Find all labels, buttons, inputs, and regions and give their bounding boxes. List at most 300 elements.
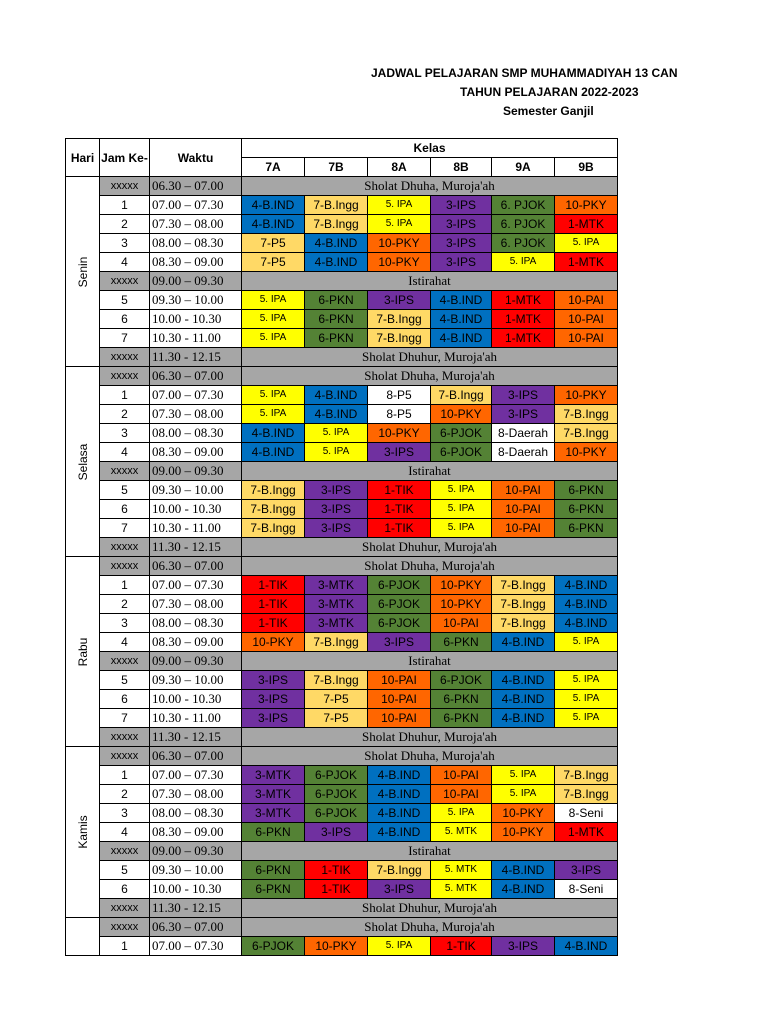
subject-cell: 3-IPS: [368, 291, 431, 310]
subject-cell: 4-B.IND: [368, 804, 431, 823]
subject-cell: 4-B.IND: [492, 671, 555, 690]
time-range: 10.30 - 11.00: [150, 329, 242, 348]
subject-cell: 3-MTK: [305, 576, 368, 595]
subject-cell: 6-PJOK: [305, 766, 368, 785]
subject-cell: 10-PKY: [555, 386, 618, 405]
subject-cell: 3-MTK: [242, 766, 305, 785]
subject-cell: 4-B.IND: [368, 766, 431, 785]
document-title: JADWAL PELAJARAN SMP MUHAMMADIYAH 13 CAN: [371, 66, 678, 80]
subject-cell: 7-B.Ingg: [431, 386, 492, 405]
subject-cell: 6-PJOK: [431, 671, 492, 690]
subject-cell: 8-P5: [368, 405, 431, 424]
subject-cell: 3-IPS: [368, 880, 431, 899]
lesson-row: [66, 310, 618, 329]
subject-cell: 7-B.Ingg: [492, 576, 555, 595]
subject-cell: 6-PJOK: [368, 576, 431, 595]
subject-cell: 1-MTK: [492, 291, 555, 310]
subject-cell: 5. IPA: [492, 253, 555, 272]
subject-cell: 4-B.IND: [555, 595, 618, 614]
lesson-row: [66, 785, 618, 804]
subject-cell: 4-B.IND: [555, 614, 618, 633]
time-range: 09.30 – 10.00: [150, 671, 242, 690]
subject-cell: 7-B.Ingg: [242, 519, 305, 538]
time-range: 09.30 – 10.00: [150, 291, 242, 310]
day-label: Kamis: [75, 815, 90, 849]
header-waktu: Waktu: [150, 139, 242, 177]
day-label: Selasa: [75, 443, 90, 480]
subject-cell: 3-MTK: [305, 595, 368, 614]
period-number: xxxxx: [100, 538, 150, 557]
subject-cell: 10-PAI: [492, 481, 555, 500]
time-range: 07.00 – 07.30: [150, 386, 242, 405]
subject-cell: 6-PKN: [242, 861, 305, 880]
subject-cell: 10-PKY: [368, 253, 431, 272]
subject-cell: 5. IPA: [242, 386, 305, 405]
time-range: 08.00 – 08.30: [150, 804, 242, 823]
time-range: 07.30 – 08.00: [150, 215, 242, 234]
header-kelas: Kelas: [242, 139, 618, 158]
subject-cell: 7-B.Ingg: [555, 785, 618, 804]
lesson-row: [66, 500, 618, 519]
subject-cell: 10-PKY: [242, 633, 305, 652]
subject-cell: 5. IPA: [555, 234, 618, 253]
period-number: 5: [100, 861, 150, 880]
period-number: 3: [100, 424, 150, 443]
subject-cell: 1-TIK: [242, 614, 305, 633]
lesson-row: [66, 215, 618, 234]
time-range: 08.00 – 08.30: [150, 424, 242, 443]
break-row: [66, 747, 618, 766]
lesson-row: [66, 690, 618, 709]
subject-cell: 10-PKY: [431, 405, 492, 424]
subject-cell: 4-B.IND: [492, 880, 555, 899]
subject-cell: 4-B.IND: [492, 709, 555, 728]
subject-cell: 5. MTK: [431, 880, 492, 899]
subject-cell: 5. IPA: [492, 785, 555, 804]
subject-cell: 6-PKN: [431, 633, 492, 652]
subject-cell: 4-B.IND: [555, 937, 618, 956]
subject-cell: 4-B.IND: [242, 443, 305, 462]
lesson-row: [66, 481, 618, 500]
time-range: 07.00 – 07.30: [150, 576, 242, 595]
subject-cell: 4-B.IND: [305, 405, 368, 424]
time-range: 10.00 - 10.30: [150, 500, 242, 519]
semester-label: Semester Ganjil: [503, 104, 594, 118]
subject-cell: 5. IPA: [242, 329, 305, 348]
subject-cell: 5. IPA: [431, 481, 492, 500]
subject-cell: 10-PKY: [492, 823, 555, 842]
subject-cell: 10-PKY: [492, 804, 555, 823]
day-cell: [66, 557, 100, 747]
subject-cell: 6-PKN: [305, 291, 368, 310]
time-range: 10.30 - 11.00: [150, 709, 242, 728]
header-class-7b: 7B: [305, 158, 368, 177]
period-number: 1: [100, 766, 150, 785]
subject-cell: 10-PKY: [555, 196, 618, 215]
activity-cell: Sholat Dhuha, Muroja'ah: [242, 557, 618, 576]
activity-cell: Sholat Dhuha, Muroja'ah: [242, 747, 618, 766]
time-range: 09.30 – 10.00: [150, 861, 242, 880]
lesson-row: [66, 291, 618, 310]
subject-cell: 5. MTK: [431, 823, 492, 842]
period-number: 5: [100, 671, 150, 690]
lesson-row: [66, 937, 618, 956]
subject-cell: 6. PJOK: [492, 196, 555, 215]
subject-cell: 5. IPA: [555, 690, 618, 709]
subject-cell: 5. IPA: [368, 196, 431, 215]
subject-cell: 10-PAI: [555, 291, 618, 310]
day-label: Rabu: [75, 637, 90, 666]
time-range: 07.30 – 08.00: [150, 785, 242, 804]
period-number: xxxxx: [100, 272, 150, 291]
subject-cell: 3-IPS: [492, 405, 555, 424]
break-row: [66, 557, 618, 576]
subject-cell: 10-PAI: [368, 671, 431, 690]
subject-cell: 4-B.IND: [431, 329, 492, 348]
subject-cell: 1-MTK: [555, 823, 618, 842]
break-row: [66, 918, 618, 937]
break-row: [66, 842, 618, 861]
activity-cell: Sholat Dhuhur, Muroja'ah: [242, 348, 618, 367]
subject-cell: 4-B.IND: [431, 291, 492, 310]
subject-cell: 4-B.IND: [242, 424, 305, 443]
time-range: 08.30 – 09.00: [150, 823, 242, 842]
period-number: 1: [100, 937, 150, 956]
period-number: xxxxx: [100, 367, 150, 386]
time-range: 10.00 - 10.30: [150, 880, 242, 899]
activity-cell: Sholat Dhuhur, Muroja'ah: [242, 899, 618, 918]
subject-cell: 6-PJOK: [431, 424, 492, 443]
subject-cell: 10-PKY: [305, 937, 368, 956]
period-number: 6: [100, 690, 150, 709]
subject-cell: 3-IPS: [305, 519, 368, 538]
time-range: 09.00 – 09.30: [150, 652, 242, 671]
subject-cell: 3-IPS: [492, 937, 555, 956]
activity-cell: Sholat Dhuha, Muroja'ah: [242, 918, 618, 937]
subject-cell: 5. IPA: [305, 443, 368, 462]
lesson-row: [66, 196, 618, 215]
subject-cell: 4-B.IND: [368, 823, 431, 842]
lesson-row: [66, 614, 618, 633]
time-range: 09.00 – 09.30: [150, 272, 242, 291]
period-number: 7: [100, 709, 150, 728]
day-cell: [66, 918, 100, 956]
subject-cell: 6. PJOK: [492, 234, 555, 253]
time-range: 11.30 - 12.15: [150, 728, 242, 747]
subject-cell: 3-IPS: [242, 690, 305, 709]
time-range: 07.30 – 08.00: [150, 595, 242, 614]
subject-cell: 3-IPS: [492, 386, 555, 405]
subject-cell: 10-PAI: [555, 310, 618, 329]
lesson-row: [66, 861, 618, 880]
subject-cell: 10-PAI: [431, 785, 492, 804]
break-row: [66, 462, 618, 481]
subject-cell: 4-B.IND: [242, 196, 305, 215]
subject-cell: 10-PAI: [368, 709, 431, 728]
subject-cell: 10-PKY: [555, 443, 618, 462]
break-row: [66, 367, 618, 386]
subject-cell: 6-PKN: [242, 823, 305, 842]
subject-cell: 7-B.Ingg: [555, 766, 618, 785]
subject-cell: 10-PAI: [492, 500, 555, 519]
lesson-row: [66, 823, 618, 842]
subject-cell: 8-Daerah: [492, 424, 555, 443]
time-range: 08.30 – 09.00: [150, 253, 242, 272]
subject-cell: 1-TIK: [368, 500, 431, 519]
lesson-row: [66, 405, 618, 424]
period-number: 7: [100, 329, 150, 348]
subject-cell: 7-B.Ingg: [305, 671, 368, 690]
period-number: xxxxx: [100, 842, 150, 861]
time-range: 09.00 – 09.30: [150, 842, 242, 861]
subject-cell: 7-B.Ingg: [555, 424, 618, 443]
time-range: 06.30 – 07.00: [150, 557, 242, 576]
subject-cell: 10-PAI: [492, 519, 555, 538]
subject-cell: 5. IPA: [368, 937, 431, 956]
header-hari: Hari: [66, 139, 100, 177]
time-range: 07.00 – 07.30: [150, 937, 242, 956]
subject-cell: 7-B.Ingg: [368, 310, 431, 329]
activity-cell: Sholat Dhuha, Muroja'ah: [242, 367, 618, 386]
period-number: xxxxx: [100, 462, 150, 481]
subject-cell: 7-B.Ingg: [242, 500, 305, 519]
period-number: xxxxx: [100, 177, 150, 196]
period-number: 2: [100, 595, 150, 614]
header-class-7a: 7A: [242, 158, 305, 177]
time-range: 06.30 – 07.00: [150, 918, 242, 937]
period-number: xxxxx: [100, 557, 150, 576]
time-range: 09.30 – 10.00: [150, 481, 242, 500]
subject-cell: 7-B.Ingg: [492, 614, 555, 633]
lesson-row: [66, 671, 618, 690]
time-range: 10.00 - 10.30: [150, 310, 242, 329]
time-range: 10.30 - 11.00: [150, 519, 242, 538]
subject-cell: 4-B.IND: [492, 633, 555, 652]
subject-cell: 3-IPS: [305, 481, 368, 500]
subject-cell: 4-B.IND: [242, 215, 305, 234]
subject-cell: 10-PKY: [431, 595, 492, 614]
subject-cell: 7-B.Ingg: [305, 215, 368, 234]
time-range: 06.30 – 07.00: [150, 367, 242, 386]
subject-cell: 7-B.Ingg: [492, 595, 555, 614]
period-number: xxxxx: [100, 652, 150, 671]
time-range: 08.30 – 09.00: [150, 443, 242, 462]
period-number: 6: [100, 310, 150, 329]
period-number: 4: [100, 633, 150, 652]
lesson-row: [66, 633, 618, 652]
subject-cell: 7-P5: [305, 690, 368, 709]
period-number: xxxxx: [100, 747, 150, 766]
subject-cell: 8-Seni: [555, 880, 618, 899]
period-number: 4: [100, 253, 150, 272]
subject-cell: 4-B.IND: [368, 785, 431, 804]
period-number: xxxxx: [100, 918, 150, 937]
subject-cell: 7-B.Ingg: [305, 633, 368, 652]
subject-cell: 6-PKN: [555, 481, 618, 500]
subject-cell: 4-B.IND: [305, 253, 368, 272]
subject-cell: 3-MTK: [242, 804, 305, 823]
subject-cell: 5. IPA: [555, 671, 618, 690]
subject-cell: 5. IPA: [431, 519, 492, 538]
header-class-8a: 8A: [368, 158, 431, 177]
subject-cell: 1-TIK: [305, 880, 368, 899]
time-range: 07.00 – 07.30: [150, 196, 242, 215]
break-row: [66, 728, 618, 747]
day-label: Senin: [75, 256, 90, 287]
subject-cell: 3-IPS: [368, 443, 431, 462]
lesson-row: [66, 386, 618, 405]
subject-cell: 1-MTK: [555, 253, 618, 272]
time-range: 08.00 – 08.30: [150, 614, 242, 633]
activity-cell: Sholat Dhuhur, Muroja'ah: [242, 538, 618, 557]
subject-cell: 1-MTK: [492, 310, 555, 329]
lesson-row: [66, 804, 618, 823]
header-class-9b: 9B: [555, 158, 618, 177]
break-row: [66, 652, 618, 671]
subject-cell: 7-B.Ingg: [368, 329, 431, 348]
subject-cell: 1-MTK: [555, 215, 618, 234]
subject-cell: 10-PAI: [431, 614, 492, 633]
activity-cell: Sholat Dhuha, Muroja'ah: [242, 177, 618, 196]
subject-cell: 7-P5: [305, 709, 368, 728]
subject-cell: 5. IPA: [305, 424, 368, 443]
period-number: xxxxx: [100, 348, 150, 367]
subject-cell: 4-B.IND: [555, 576, 618, 595]
subject-cell: 6-PKN: [431, 690, 492, 709]
subject-cell: 1-TIK: [368, 519, 431, 538]
day-cell: [66, 747, 100, 918]
subject-cell: 7-B.Ingg: [555, 405, 618, 424]
subject-cell: 6-PKN: [305, 310, 368, 329]
period-number: 7: [100, 519, 150, 538]
subject-cell: 4-B.IND: [305, 386, 368, 405]
lesson-row: [66, 253, 618, 272]
subject-cell: 10-PAI: [431, 766, 492, 785]
period-number: xxxxx: [100, 899, 150, 918]
academic-year: TAHUN PELAJARAN 2022-2023: [460, 85, 639, 99]
subject-cell: 1-TIK: [431, 937, 492, 956]
lesson-row: [66, 424, 618, 443]
subject-cell: 6-PJOK: [368, 595, 431, 614]
subject-cell: 3-IPS: [431, 234, 492, 253]
activity-cell: Istirahat: [242, 842, 618, 861]
period-number: 3: [100, 234, 150, 253]
header-jam: Jam Ke-: [100, 139, 150, 177]
subject-cell: 3-IPS: [431, 253, 492, 272]
subject-cell: 6-PJOK: [305, 804, 368, 823]
subject-cell: 8-P5: [368, 386, 431, 405]
lesson-row: [66, 329, 618, 348]
subject-cell: 4-B.IND: [431, 310, 492, 329]
subject-cell: 5. IPA: [242, 405, 305, 424]
period-number: 4: [100, 443, 150, 462]
activity-cell: Istirahat: [242, 272, 618, 291]
subject-cell: 4-B.IND: [492, 861, 555, 880]
period-number: 4: [100, 823, 150, 842]
time-range: 07.30 – 08.00: [150, 405, 242, 424]
time-range: 09.00 – 09.30: [150, 462, 242, 481]
period-number: 2: [100, 405, 150, 424]
subject-cell: 10-PAI: [368, 690, 431, 709]
break-row: [66, 348, 618, 367]
time-range: 11.30 - 12.15: [150, 538, 242, 557]
subject-cell: 7-P5: [242, 253, 305, 272]
lesson-row: [66, 234, 618, 253]
lesson-row: [66, 519, 618, 538]
period-number: 5: [100, 481, 150, 500]
period-number: xxxxx: [100, 728, 150, 747]
subject-cell: 3-IPS: [242, 671, 305, 690]
lesson-row: [66, 766, 618, 785]
subject-cell: 1-TIK: [242, 576, 305, 595]
subject-cell: 3-IPS: [242, 709, 305, 728]
period-number: 1: [100, 386, 150, 405]
time-range: 10.00 - 10.30: [150, 690, 242, 709]
subject-cell: 7-P5: [242, 234, 305, 253]
lesson-row: [66, 709, 618, 728]
subject-cell: 5. IPA: [555, 633, 618, 652]
subject-cell: 3-IPS: [555, 861, 618, 880]
subject-cell: 3-IPS: [431, 215, 492, 234]
subject-cell: 6-PKN: [431, 709, 492, 728]
schedule-table: [65, 138, 618, 956]
subject-cell: 7-B.Ingg: [242, 481, 305, 500]
lesson-row: [66, 880, 618, 899]
time-range: 06.30 – 07.00: [150, 177, 242, 196]
subject-cell: 6-PJOK: [368, 614, 431, 633]
subject-cell: 6-PKN: [305, 329, 368, 348]
subject-cell: 5. IPA: [431, 500, 492, 519]
subject-cell: 6-PJOK: [242, 937, 305, 956]
period-number: 1: [100, 196, 150, 215]
subject-cell: 7-B.Ingg: [305, 196, 368, 215]
subject-cell: 1-TIK: [242, 595, 305, 614]
subject-cell: 10-PKY: [368, 424, 431, 443]
break-row: [66, 272, 618, 291]
subject-cell: 1-MTK: [492, 329, 555, 348]
activity-cell: Sholat Dhuhur, Muroja'ah: [242, 728, 618, 747]
subject-cell: 4-B.IND: [492, 690, 555, 709]
subject-cell: 3-IPS: [431, 196, 492, 215]
break-row: [66, 899, 618, 918]
subject-cell: 3-MTK: [242, 785, 305, 804]
subject-cell: 6-PKN: [242, 880, 305, 899]
period-number: 2: [100, 785, 150, 804]
subject-cell: 5. IPA: [431, 804, 492, 823]
time-range: 11.30 - 12.15: [150, 899, 242, 918]
subject-cell: 6-PJOK: [431, 443, 492, 462]
subject-cell: 10-PAI: [555, 329, 618, 348]
break-row: [66, 538, 618, 557]
activity-cell: Istirahat: [242, 462, 618, 481]
subject-cell: 3-IPS: [305, 500, 368, 519]
period-number: 2: [100, 215, 150, 234]
lesson-row: [66, 443, 618, 462]
subject-cell: 10-PKY: [368, 234, 431, 253]
activity-cell: Istirahat: [242, 652, 618, 671]
subject-cell: 3-IPS: [305, 823, 368, 842]
subject-cell: 8-Seni: [555, 804, 618, 823]
subject-cell: 8-Daerah: [492, 443, 555, 462]
time-range: 08.30 – 09.00: [150, 633, 242, 652]
time-range: 08.00 – 08.30: [150, 234, 242, 253]
subject-cell: 5. IPA: [555, 709, 618, 728]
subject-cell: 5. IPA: [492, 766, 555, 785]
subject-cell: 6-PKN: [555, 519, 618, 538]
subject-cell: 10-PKY: [431, 576, 492, 595]
day-cell: [66, 177, 100, 367]
lesson-row: [66, 576, 618, 595]
